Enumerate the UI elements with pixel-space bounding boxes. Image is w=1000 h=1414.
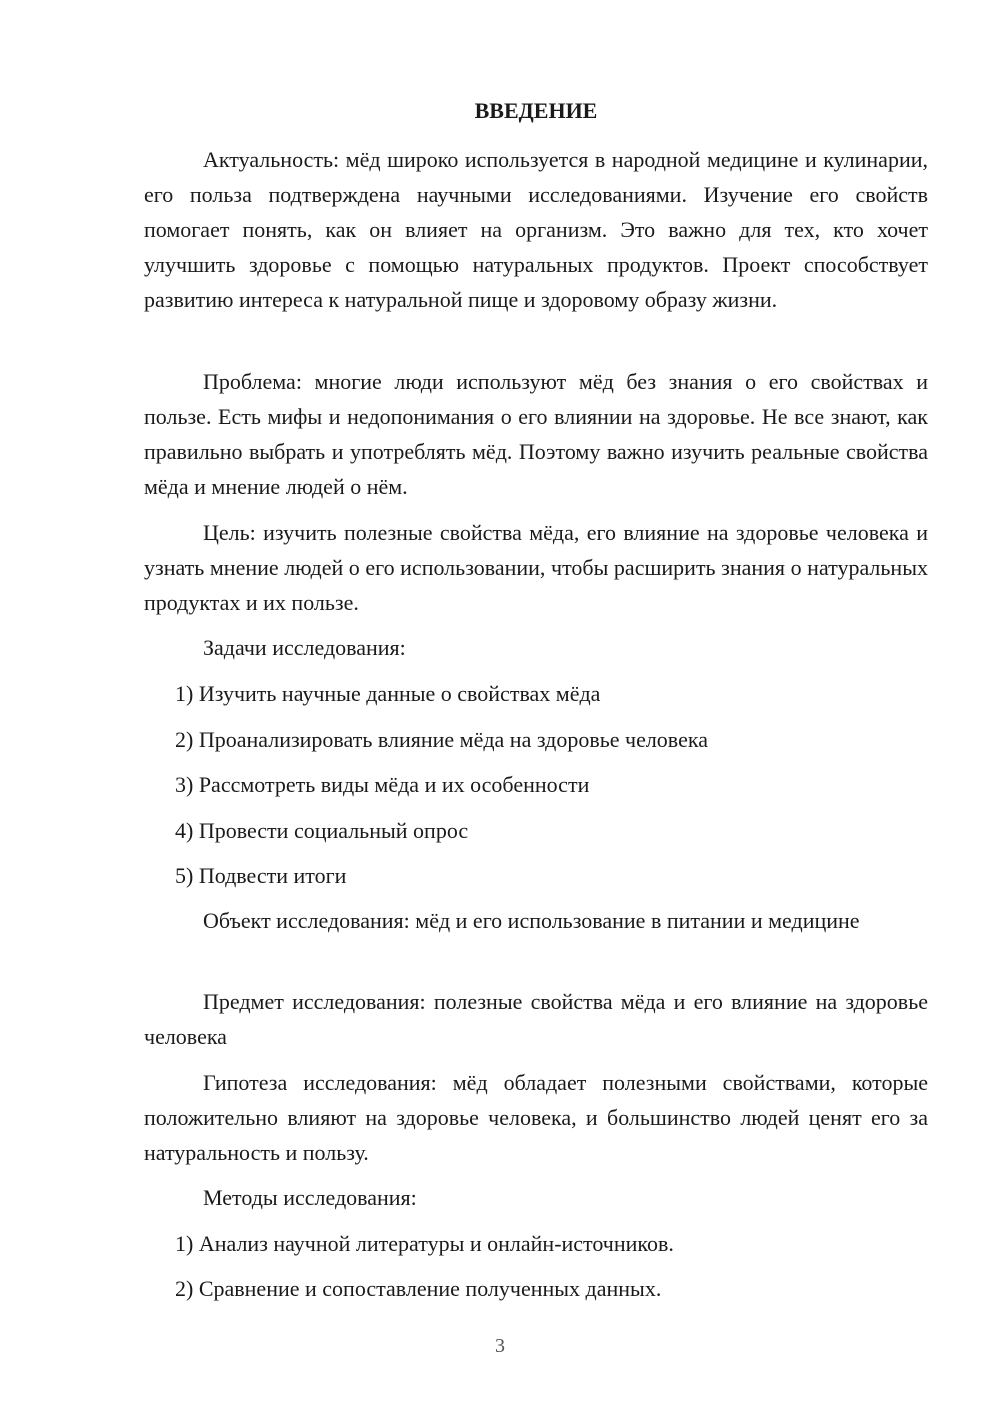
methods-heading: Методы исследования: <box>203 1185 417 1210</box>
object-paragraph: Объект исследования: мёд и его использование в питании и медицине <box>203 908 860 933</box>
relevance-paragraph: Актуальность: мёд широко используется в народной медицине и кулинарии, его польза подтверждена научными исследованиями. Изучение его свойств помогает понять, как он влияет на организм. Это важно для тех, кто хочет улучшить здоровье с помощью натуральных продуктов. Проект способствует развитию интереса к натуральной пище и здоровому образу жизни. <box>144 147 928 312</box>
hypothesis-paragraph: Гипотеза исследования: мёд обладает полезными свойствами, которые положительно влияют на здоровье человека, и большинство людей ценят его за натуральность и пользу. <box>144 1070 928 1165</box>
task-item: 2) Проанализировать влияние мёда на здоровье человека <box>175 727 708 752</box>
task-item: 5) Подвести итоги <box>175 863 347 888</box>
subject-paragraph: Предмет исследования: полезные свойства мёда и его влияние на здоровье человека <box>144 989 928 1049</box>
method-item: 2) Сравнение и сопоставление полученных данных. <box>175 1276 662 1301</box>
page-number: 3 <box>495 1335 505 1357</box>
task-item: 3) Рассмотреть виды мёда и их особенности <box>175 772 590 797</box>
tasks-heading: Задачи исследования: <box>203 635 406 660</box>
section-title: ВВЕДЕНИЕ <box>474 98 598 123</box>
task-item: 4) Провести социальный опрос <box>175 818 469 843</box>
task-item: 1) Изучить научные данные о свойствах мёда <box>175 681 601 706</box>
goal-paragraph: Цель: изучить полезные свойства мёда, его влияние на здоровье человека и узнать мнение людей о его использовании, чтобы расширить знания о натуральных продуктах и их пользе. <box>144 520 928 615</box>
problem-paragraph: Проблема: многие люди используют мёд без знания о его свойствах и пользе. Есть мифы и недопонимания о его влиянии на здоровье. Не все знают, как правильно выбрать и употреблять мёд. Поэтому важно изучить реальные свойства мёда и мнение людей о нём. <box>144 369 928 499</box>
method-item: 1) Анализ научной литературы и онлайн-источников. <box>175 1231 674 1256</box>
